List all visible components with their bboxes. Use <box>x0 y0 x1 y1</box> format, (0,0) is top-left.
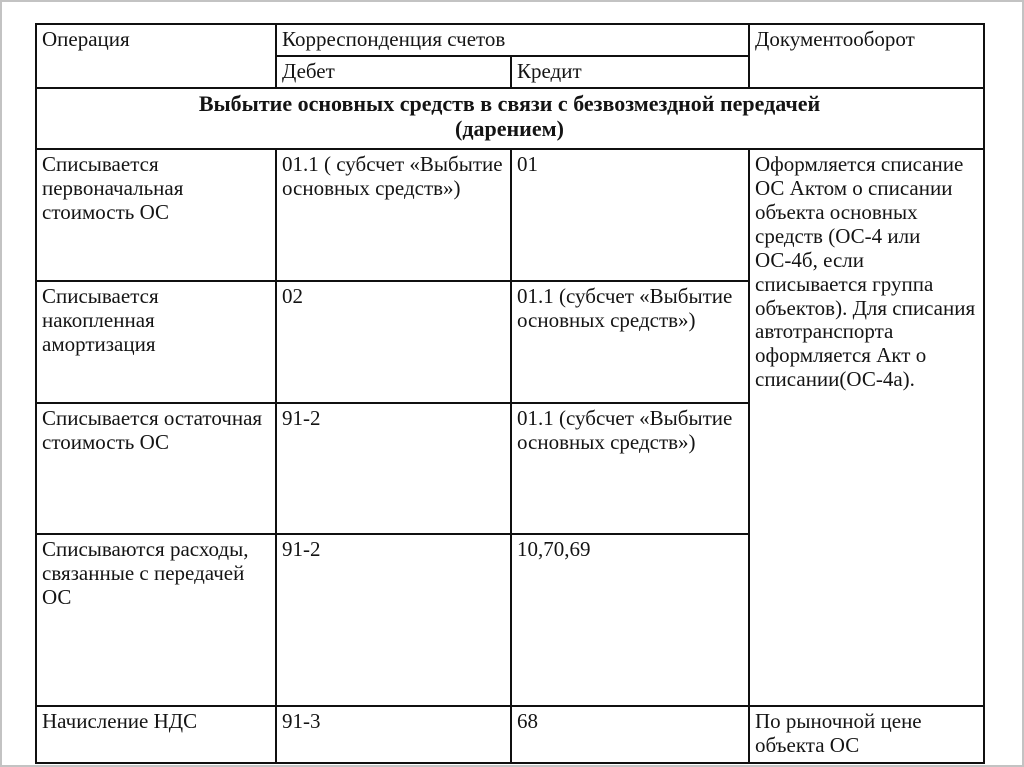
header-correspondence: Корреспонденция счетов <box>276 24 749 56</box>
debit-cell: 01.1 ( субсчет «Выбытие основных средств») <box>276 149 511 281</box>
docflow-cell: По рыночной цене объекта ОС <box>749 706 984 763</box>
debit-cell: 91-2 <box>276 403 511 534</box>
credit-cell: 01 <box>511 149 749 281</box>
section-title-line1: Выбытие основных средств в связи с безвозмездной передачей <box>198 90 821 116</box>
debit-cell: 02 <box>276 281 511 403</box>
debit-cell: 91-3 <box>276 706 511 763</box>
section-title-line2: (дарением) <box>455 115 564 141</box>
header-operation: Операция <box>36 24 276 88</box>
table-row <box>36 706 984 763</box>
operation-cell: Начисление НДС <box>36 706 276 763</box>
header-debit: Дебет <box>276 56 511 88</box>
docflow-note-cell: Оформляется списание ОС Актом о списании объекта основных средств (ОС-4 или ОС-4б, если списывается группа объектов). Для списания автотранспорта оформляется Акт о списании(ОС-4а). <box>749 149 984 706</box>
section-title-row <box>36 88 984 149</box>
credit-cell: 01.1 (субсчет «Выбытие основных средств») <box>511 403 749 534</box>
operation-cell: Списывается первоначальная стоимость ОС <box>36 149 276 281</box>
header-credit: Кредит <box>511 56 749 88</box>
section-title <box>36 88 984 149</box>
credit-cell: 68 <box>511 706 749 763</box>
operation-cell: Списываются расходы, связанные с передачей ОС <box>36 534 276 706</box>
credit-cell: 01.1 (субсчет «Выбытие основных средств») <box>511 281 749 403</box>
table-row <box>36 149 984 281</box>
header-row-1 <box>36 24 984 56</box>
operation-cell: Списывается остаточная стоимость ОС <box>36 403 276 534</box>
debit-cell: 91-2 <box>276 534 511 706</box>
header-docflow: Документооборот <box>749 24 984 88</box>
credit-cell: 10,70,69 <box>511 534 749 706</box>
operation-cell: Списывается накопленная амортизация <box>36 281 276 403</box>
accounting-table <box>35 23 985 764</box>
